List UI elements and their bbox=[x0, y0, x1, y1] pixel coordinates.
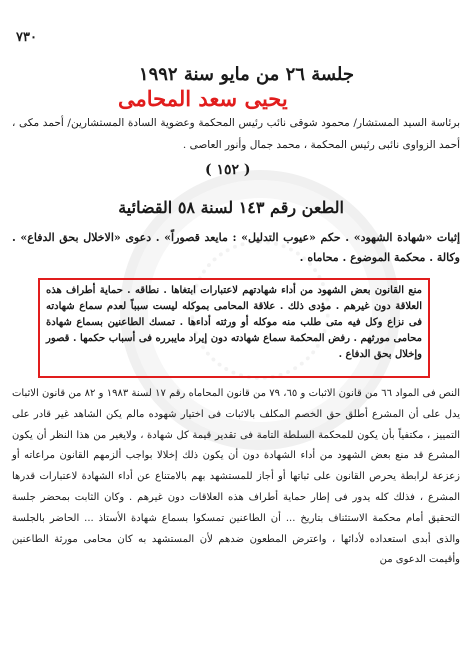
overlay-name: يحيى سعد المحامى bbox=[118, 86, 288, 111]
presidency-paragraph: برئاسة السيد المستشار/ محمود شوقى نائب رئيس المحكمة وعضوية السادة المستشارين/ أحمد مكى ، أحمد الزواوى نائبى رئيس المحكمة ، محمد جمال وأنور العاصى . bbox=[12, 117, 460, 151]
legal-principle: منع القانون بعض الشهود من أداء شهادتهم لاعتبارات ابتغاها . نطاقه . حماية أطراف هذه العلاقة دون غيرهم . مؤدى ذلك . علاقة المحامى بموكله ليست سبباً لعدم سماع شهادته فى نزاع وكل فيه متى طلب منه موكله أو ورثته أداءها . تمسك الطاعنين بسماع شهادة محامى مورثهم . رفض المحكمة سماع شهادته دون إيراد مايبرره فى أسباب حكمها . قصور وإخلال بحق الدفاع . bbox=[46, 285, 422, 360]
ruling-body: النص فى المواد ٦٦ من قانون الاثبات و ٦٥، ٧٩ من قانون المحاماه رقم ١٧ لسنة ١٩٨٣ و ٨٢ من قانون الاثبات يدل على أن المشرع أطلق حق الخصم المكلف بالاثبات فى اختيار شهوده مالم يكن الشاهد غير قادر على التمييز ، مكتفياً بأن يكون للمحكمة السلطة التامة فى تقدير قيمة كل شهادة ، ولايغير من هذا النظر أن يكون المشرع قد منع بعض الشهود من أداء الشهادة دون أن يكون ذلك إخلالا بواجب ألزمهم القانون مراعاته أو زعزعة لرابطة يحرص القانون على ثباتها أو أجاز للمستشهد بهم بالامتناع عن أداء الشهادة لاعتبارات قدرها المشرع ، فذلك كله يدور فى إطار حماية أطراف هذه العلاقات دون غيرهم . وكان الثابت بمحضر جلسة التحقيق أمام محكمة الاستئناف بتاريخ ... أن الطاعنين تمسكوا بسماع شهادة الأستاذ ... الحاضر بالجلسة والذى أبدى استعداده لأدائها ، واعترض المطعون ضدهم لأن المستشهد به كان محامى مورثة الطاعنين وأقيمت الدعوى من bbox=[12, 388, 461, 566]
appeal-title: الطعن رقم ١٤٣ لسنة ٥٨ القضائية bbox=[118, 198, 344, 217]
keywords-paragraph: إثبات «شهادة الشهود» . حكم «عيوب التدليل» : مايعد قصوراً» . دعوى «الاخلال بحق الدفاع» . وكالة . محكمة الموضوع . محاماه . bbox=[12, 231, 460, 264]
session-title: جلسة ٢٦ من مايو سنة ١٩٩٢ bbox=[138, 64, 354, 85]
highlighted-principle-box bbox=[38, 278, 430, 378]
case-number: ( ١٥٢ ) bbox=[205, 162, 251, 178]
page-number: ٧٣٠ bbox=[16, 30, 37, 45]
